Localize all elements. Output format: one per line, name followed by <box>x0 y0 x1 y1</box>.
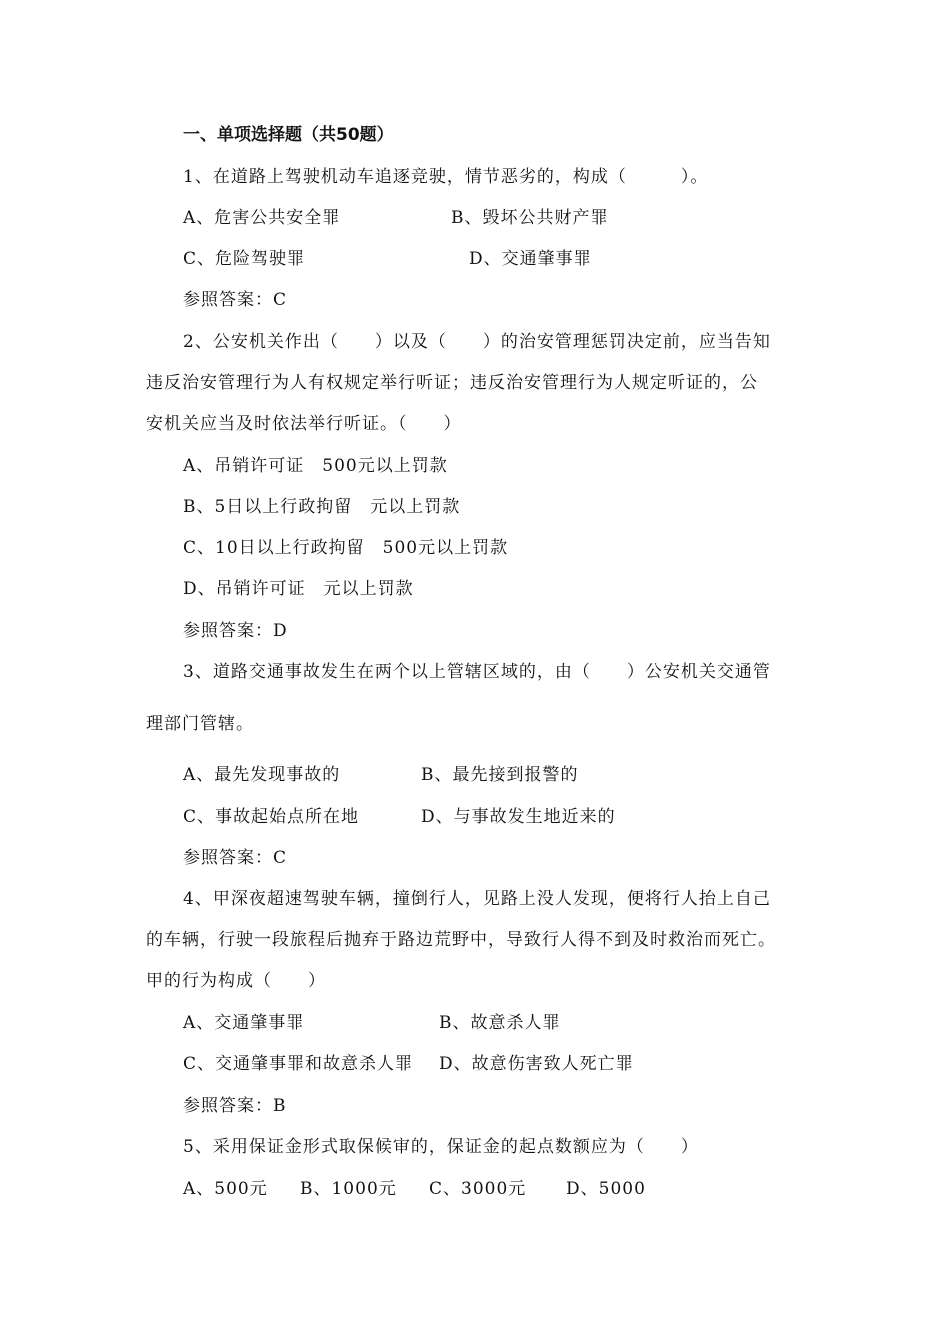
question-1-option-d: D、交通肇事罪 <box>469 249 592 269</box>
question-4-option-d: D、故意伤害致人死亡罪 <box>439 1054 634 1074</box>
question-1-answer: 参照答案：C <box>183 290 288 310</box>
question-5-option-c: C、3000元 <box>429 1179 527 1199</box>
question-5-option-b: B、1000元 <box>300 1179 397 1199</box>
question-4-option-a: A、交通肇事罪 <box>183 1013 305 1033</box>
question-2-option-d: D、吊销许可证 元以上罚款 <box>183 579 414 599</box>
section-title: 一、单项选择题（共50题） <box>183 125 394 145</box>
question-1-option-a: A、危害公共安全罪 <box>183 208 341 228</box>
question-2-line-3: 安机关应当及时依法举行听证。（ ） <box>146 414 462 434</box>
question-3-line-2: 理部门管辖。 <box>146 714 254 734</box>
question-1-line-1: 1、在道路上驾驶机动车追逐竞驶，情节恶劣的，构成（ ）。 <box>183 167 709 187</box>
question-1-option-c: C、危险驾驶罪 <box>183 249 306 269</box>
question-2-option-c: C、10日以上行政拘留 500元以上罚款 <box>183 538 509 558</box>
question-4-option-c: C、交通肇事罪和故意杀人罪 <box>183 1054 414 1074</box>
question-2-line-2: 违反治安管理行为人有权规定举行听证；违反治安管理行为人规定听证的，公 <box>146 373 758 393</box>
question-1-option-b: B、毁坏公共财产罪 <box>451 208 609 228</box>
question-5-option-d: D、5000 <box>566 1179 646 1199</box>
question-4-line-3: 甲的行为构成（ ） <box>146 971 326 991</box>
question-5-option-a: A、500元 <box>183 1179 268 1199</box>
question-3-answer: 参照答案：C <box>183 848 288 868</box>
question-5-line-1: 5、采用保证金形式取保候审的，保证金的起点数额应为（ ） <box>183 1137 699 1157</box>
question-3-option-c: C、事故起始点所在地 <box>183 807 360 827</box>
question-3-line-1: 3、道路交通事故发生在两个以上管辖区域的，由（ ）公安机关交通管 <box>183 662 771 682</box>
question-2-answer: 参照答案：D <box>183 621 288 641</box>
question-4-line-2: 的车辆，行驶一段旅程后抛弃于路边荒野中，导致行人得不到及时救治而死亡。 <box>146 930 776 950</box>
question-4-answer: 参照答案：B <box>183 1096 287 1116</box>
question-4-line-1: 4、甲深夜超速驾驶车辆，撞倒行人，见路上没人发现，便将行人抬上自己 <box>183 889 771 909</box>
question-3-option-a: A、最先发现事故的 <box>183 765 341 785</box>
question-2-line-1: 2、公安机关作出（ ）以及（ ）的治安管理惩罚决定前，应当告知 <box>183 332 771 352</box>
question-4-option-b: B、故意杀人罪 <box>439 1013 561 1033</box>
question-3-option-b: B、最先接到报警的 <box>421 765 579 785</box>
question-3-option-d: D、与事故发生地近来的 <box>421 807 616 827</box>
question-2-option-a: A、吊销许可证 500元以上罚款 <box>183 456 448 476</box>
question-2-option-b: B、5日以上行政拘留 元以上罚款 <box>183 497 461 517</box>
